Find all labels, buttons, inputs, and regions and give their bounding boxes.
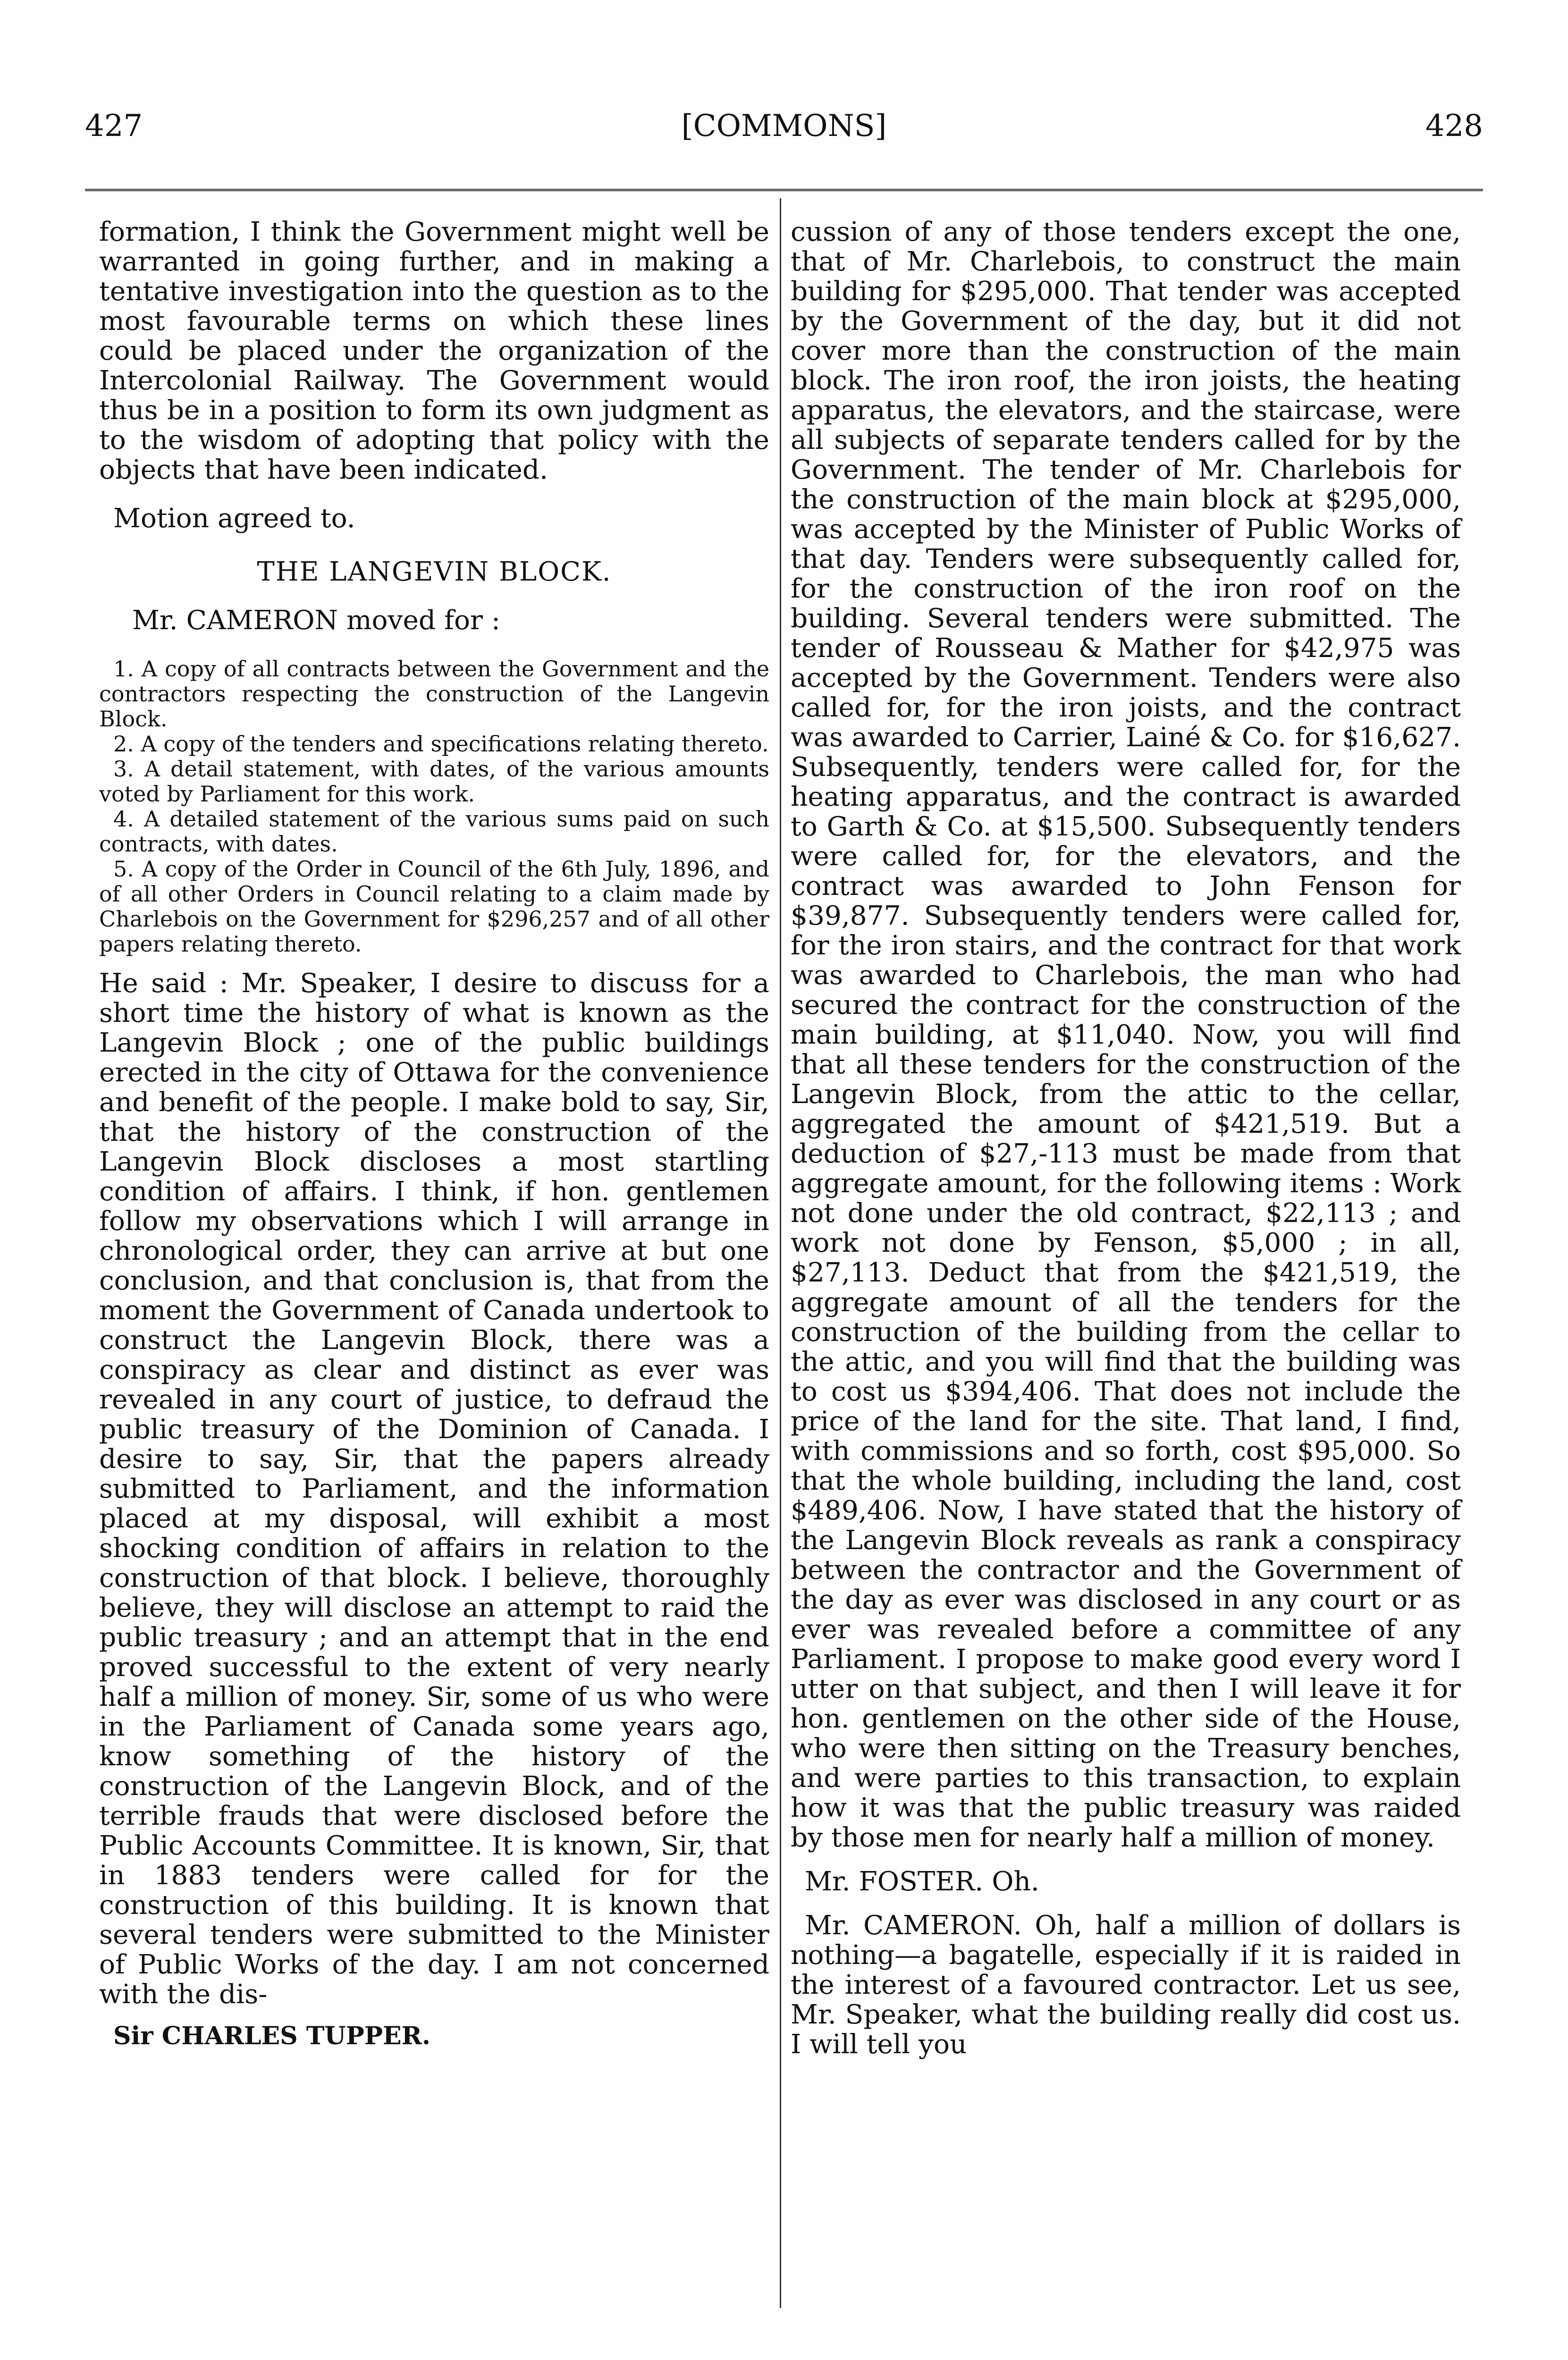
closing-paragraph: Mr. CAMERON. Oh, half a million of dollars is nothing—a bagatelle, especially if it is raided in the interest of a favoured contractor. Let us see, Mr. Speaker, what the building really did cost us. I will tell you	[791, 1910, 1461, 2060]
motion-item: 1. A copy of all contracts between the Government and the contractors respecting the construction of the Langevin Block.	[99, 656, 769, 732]
column-divider	[780, 198, 781, 2308]
section-heading: THE LANGEVIN BLOCK.	[257, 556, 612, 587]
continuation-paragraph: cussion of any of those tenders except the one, that of Mr. Charlebois, to construct the main building for $295,000. That tender was accepted by the Government of the day, but it did not cover more than the construction of the main block. The iron roof, the iron joists, the heating apparatus, the elevators, and the staircase, were all subjects of separate tenders called for by the Government. The tender of Mr. Charlebois for the construction of the main block at $295,000, was accepted by the Minister of Public Works of that day. Tenders were subsequently called for, for the construction of the iron roof on the building. Several tenders were submitted. The tender of Rousseau & Mather for $42,975 was accepted by the Government. Tenders were also called for, for the iron joists, and the contract was awarded to Carrier, Lainé & Co. for $16,627. Subsequently, tenders were called for, for the heating apparatus, and the contract is awarded to Garth & Co. at $15,500. Subsequently tenders were called for, for the elevators, and the contract was awarded to John Fenson for $39,877. Subsequently tenders were called for, for the iron stairs, and the contract for that work was awarded to Charlebois, the man who had secured the contract for the construction of the main building, at $11,040. Now, you will find that all these tenders for the construction of the Langevin Block, from the attic to the cellar, aggregated the amount of $421,519. But a deduction of $27,-113 must be made from that aggregate amount, for the following items : Work not done under the old contract, $22,113 ; and work not done by Fenson, $5,000 ; in all, $27,113. Deduct that from the $421,519, the aggregate amount of all the tenders for the construction of the building from the cellar to the attic, and you will find that the building was to cost us $394,406. That does not include the price of the land for the site. That land, I find, with commissions and so forth, cost $95,000. So that the whole building, including the land, cost $489,406. Now, I have stated that the history of the Langevin Block reveals as rank a conspiracy between the contractor and the Government of the day as ever was disclosed in any court or as ever was revealed before a committee of any Parliament. I propose to make good every word I utter on that subject, and then I will leave it for hon. gentlemen on the other side of the House, who were then sitting on the Treasury benches, and were parties to this transaction, to explain how it was that the public treasury was raided by those men for nearly half a million of money.	[791, 217, 1461, 1853]
motion-item: 3. A detail statement, with dates, of the various amounts voted by Parliament for this work.	[99, 756, 769, 807]
speech-paragraph: He said : Mr. Speaker, I desire to discuss for a short time the history of what is known as the Langevin Block ; one of the public buildings erected in the city of Ottawa for the convenience and benefit of the people. I make bold to say, Sir, that the history of the construction of the Langevin Block discloses a most startling condition of affairs. I think, if hon. gentlemen follow my observations which I will arrange in chronological order, they can arrive at but one conclusion, and that conclusion is, that from the moment the Government of Canada undertook to construct the Langevin Block, there was a conspiracy as clear and distinct as ever was revealed in any court of justice, to defraud the public treasury of the Dominion of Canada. I desire to say, Sir, that the papers already submitted to Parliament, and the information placed at my disposal, will exhibit a most shocking condition of affairs in relation to the construction of that block. I believe, thoroughly believe, they will disclose an attempt to raid the public treasury ; and an attempt that in the end proved successful to the extent of very nearly half a million of money. Sir, some of us who were in the Parliament of Canada some years ago, know something of the history of the construction of the Langevin Block, and of the terrible frauds that were disclosed before the Public Accounts Committee. It is known, Sir, that in 1883 tenders were called for for the construction of this building. It is known that several tenders were submitted to the Minister of Public Works of the day. I am not concerned with the dis-	[99, 968, 769, 2010]
page-number-left: 427	[85, 109, 143, 143]
motion-item: 4. A detailed statement of the various sums paid on such contracts, with dates.	[99, 806, 769, 857]
left-column	[99, 217, 769, 2051]
right-column	[791, 217, 1461, 2059]
motion-items	[99, 657, 769, 957]
page-number-right: 428	[1425, 109, 1483, 143]
header-rule	[85, 189, 1483, 191]
interjection: Mr. FOSTER. Oh.	[805, 1866, 1039, 1897]
motion-item: 2. A copy of the tenders and specifications relating thereto.	[113, 731, 769, 757]
running-footer-name: Sir CHARLES TUPPER.	[113, 2022, 430, 2050]
motion-item: 5. A copy of the Order in Council of the 6th July, 1896, and of all other Orders in Council relating to a claim made by Charlebois on the Government for $296,257 and of all other papers relating thereto.	[99, 856, 769, 957]
page-header	[85, 109, 1483, 151]
mover-line: Mr. CAMERON moved for :	[132, 605, 500, 636]
opening-paragraph: formation, I think the Government might well be warranted in going further, and in making a tentative investigation into the question as to the most favourable terms on which these lines could be placed under the organization of the Intercolonial Railway. The Government would thus be in a position to form its own judgment as to the wisdom of adopting that policy with the objects that have been indicated.	[99, 217, 769, 485]
page-title: [COMMONS]	[681, 109, 887, 143]
motion-text: Motion agreed to.	[113, 503, 355, 534]
